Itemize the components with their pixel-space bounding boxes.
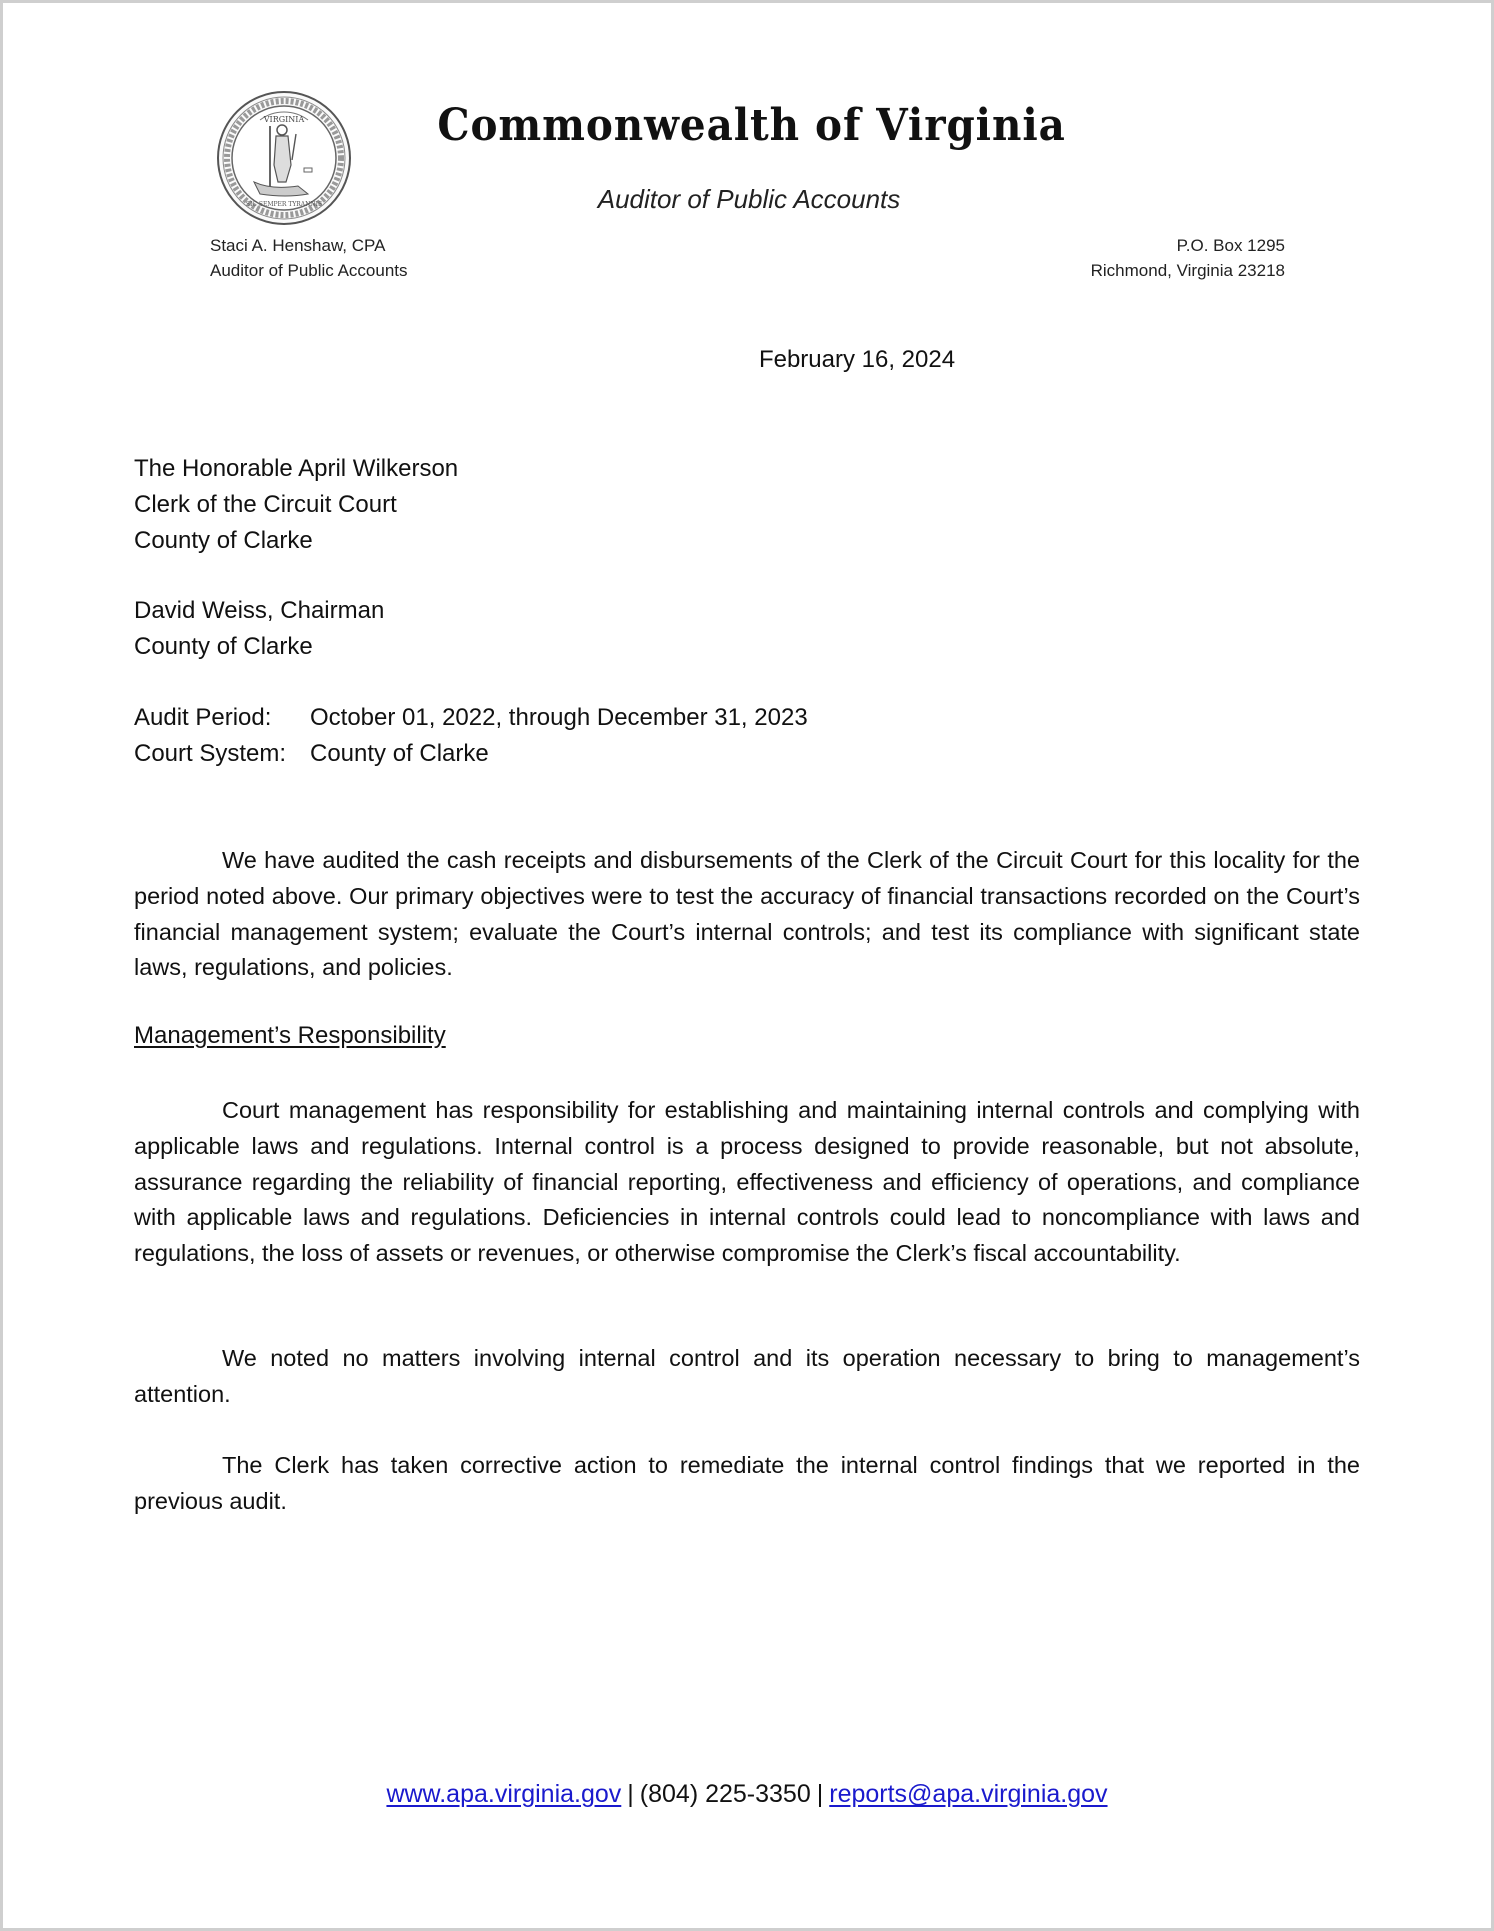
auditor-block [210,233,408,283]
recipient-line: Clerk of the Circuit Court [134,490,397,518]
letterhead-title [0,100,1494,151]
recipient-line: County of Clarke [134,526,313,554]
paragraph-text: We noted no matters involving internal control and its operation necessary to bring to management’s attention. [134,1345,1360,1407]
court-system-row [134,736,808,772]
letter-date: February 16, 2024 [758,346,956,373]
paragraph-corrective-action [134,1448,1360,1520]
website-link[interactable]: www.apa.virginia.gov [386,1780,622,1808]
address-line-1: P.O. Box 1295 [1176,236,1285,255]
auditor-title: Auditor of Public Accounts [210,261,408,280]
email-link[interactable]: reports@apa.virginia.gov [829,1780,1108,1808]
paragraph-text: Court management has responsibility for establishing and maintaining internal controls and complying with applicable laws and regulations. Internal control is a process designed to provide reasonable, but not absolute, assurance regarding the reliability of financial reporting, effectiveness and efficiency of operations, and compliance with applicable laws and regulations. Deficiencies in internal controls could lead to noncompliance with laws and regulations, the loss of assets or revenues, or otherwise compromise the Clerk’s fiscal accountability. [134,1097,1360,1267]
phone-number: (804) 225-3350 [639,1780,811,1808]
paragraph-text: We have audited the cash receipts and disbursements of the Clerk of the Circuit Court for this locality for the period noted above. Our primary objectives were to test the accuracy of financial transactions recorded on the Court’s financial management system; evaluate the Court’s internal controls; and test its compliance with significant state laws, regulations, and policies. [134,847,1360,981]
audit-period-label: Audit Period: [134,704,272,731]
audit-info-block [134,700,808,772]
paragraph-no-matters [134,1341,1360,1413]
audit-period-value: October 01, 2022, through December 31, 2023 [310,704,808,731]
letterhead-subtitle: Auditor of Public Accounts [597,184,901,214]
address-line-2: Richmond, Virginia 23218 [1090,261,1285,280]
recipient-line: County of Clarke [134,632,313,660]
svg-text:VIRGINIA: VIRGINIA [263,115,305,124]
court-system-value: County of Clarke [310,739,489,767]
recipient-line: The Honorable April Wilkerson [134,455,459,482]
recipient-block-1 [134,451,458,558]
auditor-name: Staci A. Henshaw, CPA [210,236,386,255]
paragraph-text: The Clerk has taken corrective action to remediate the internal control findings that we reported in the previous audit. [134,1452,1360,1514]
audit-period-row [134,700,808,736]
court-system-label: Court System: [134,739,287,767]
letter-footer [0,1780,1494,1809]
recipient-line: David Weiss, Chairman [134,597,385,624]
paragraph-audit-scope [134,843,1360,986]
footer-separator: | [816,1780,824,1808]
letterhead-title-text: Commonwealth of Virginia [437,100,1067,151]
section-heading-management-responsibility: Management’s Responsibility [134,1022,446,1049]
svg-text:SIC SEMPER TYRANNIS: SIC SEMPER TYRANNIS [245,201,323,208]
recipient-block-2 [134,593,384,665]
footer-separator: | [627,1780,634,1808]
address-block [1091,233,1285,283]
paragraph-management-responsibility [134,1093,1360,1272]
